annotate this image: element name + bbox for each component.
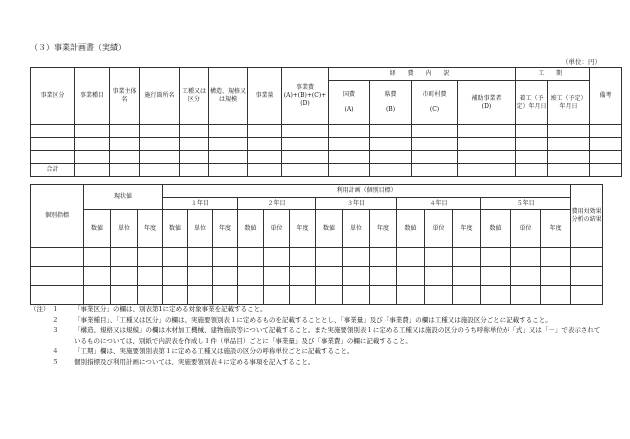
header-nendo: 年度: [541, 210, 571, 248]
header-year2: ２年目: [238, 198, 316, 210]
note-text: 「事業種目」、「工種又は区分」の欄は、実施要領別表１に定めるものを記載することとし、「事業量」及び「事業費」の欄は工種又は施設区分ごとに記載すること。: [74, 315, 552, 324]
header-kokuhi: [329, 81, 370, 125]
unit-label: （単位：円）: [562, 58, 601, 66]
table-row: [31, 138, 622, 151]
header-jigyohi-label: 事業費: [295, 84, 314, 92]
header-hojo-code: (D): [481, 102, 492, 110]
note-item: [30, 315, 605, 326]
header-riyo-keikaku: 利用計画（個別目標）: [163, 185, 571, 198]
table-row: [31, 248, 603, 267]
note-text: 「事業区分」の欄は、別表第1に定める対象事業を記載すること。: [74, 305, 267, 313]
header-suchi: 数値: [481, 210, 511, 248]
header-kobetsu-shihyo: 個別指標: [31, 185, 84, 248]
note-number: １: [52, 305, 59, 313]
header-jigyo-shutai: 事業主体名: [110, 68, 140, 125]
header-shunko: 竣工（予定）年月日: [548, 81, 590, 125]
table-row: [31, 286, 603, 305]
notes-section: [30, 304, 605, 367]
header-shichoson-label: 市町村費: [422, 90, 447, 98]
header-tani: 単位: [511, 210, 541, 248]
header-tani: 単位: [425, 210, 453, 248]
header-kokuhi-code: (A): [344, 106, 354, 114]
header-suchi: 数値: [238, 210, 264, 248]
header-suchi: 数値: [84, 210, 111, 248]
header-kenhi: [370, 81, 412, 125]
header-koki: 工 期: [516, 68, 590, 81]
header-jigyo-shumoku: 事業種目: [75, 68, 110, 125]
note-text: 「構造、規格又は規模」の欄は木材加工機械、建物施設等について記載すること。また実施要領別表１に定める工種又は施設の区分のうち呼称単位が「式」又は「－」で表示されているものについては、別紙で内訳表を作成し１件（単品目）ごとに「事業量」及び「事業費」の欄に記載すること。: [74, 326, 601, 345]
header-year5: ５年目: [481, 198, 571, 210]
header-koshu: 工種又は区分: [180, 68, 209, 125]
header-genjochi: 現状値: [84, 185, 163, 210]
header-jigyoryo: 事業量: [248, 68, 282, 125]
note-item: [30, 357, 605, 368]
header-shichoson-code: (C): [429, 106, 440, 114]
indicator-table: [30, 184, 603, 305]
note-number: ３: [52, 326, 59, 334]
table-row: [31, 151, 622, 164]
header-keihi-uchiwake: 経 費 内 訳: [329, 68, 516, 81]
header-shiko-kasho: 施行箇所名: [140, 68, 180, 125]
header-year4: ４年目: [397, 198, 481, 210]
table-row: [31, 267, 603, 286]
note-number: ４: [52, 347, 59, 355]
header-hiyo-taikoka: 費用対効果分析の結果: [571, 185, 603, 248]
header-nendo: 年度: [453, 210, 481, 248]
section-title: （３）事業計画書（実績）: [30, 43, 126, 52]
header-kenhi-label: 県費: [384, 90, 397, 98]
header-nendo: 年度: [138, 210, 163, 248]
header-hojo: [458, 81, 516, 125]
total-row: [31, 164, 622, 177]
note-text: 個別指標及び利用計画については、実施要領別表４に定める事項を記入すること。: [74, 357, 315, 366]
header-jigyohi: [282, 68, 329, 125]
header-jigyohi-formula: (A)+(B)+(C)+(D): [283, 92, 327, 107]
header-kozo: 構造、規格又は規模: [209, 68, 248, 125]
header-kokuhi-label: 国費: [342, 90, 355, 98]
table-row: [31, 125, 622, 138]
note-item: [30, 304, 605, 315]
header-year3: ３年目: [316, 198, 397, 210]
header-tani: 単位: [343, 210, 370, 248]
header-kenhi-code: (B): [385, 106, 396, 114]
project-plan-table: [30, 67, 622, 177]
header-nendo: 年度: [213, 210, 238, 248]
note-item: [30, 325, 605, 346]
header-biko: 備考: [590, 68, 622, 125]
header-year1: １年目: [163, 198, 238, 210]
note-text: 「工期」欄は、実施要領別表第１に定める工種又は施設の区分の呼称単位ごとに記載すること。: [74, 347, 354, 355]
header-nendo: 年度: [370, 210, 397, 248]
header-suchi: 数値: [397, 210, 425, 248]
notes-prefix: （注）: [30, 305, 50, 313]
header-tani: 単位: [188, 210, 213, 248]
total-label: 合計: [31, 164, 75, 177]
header-suchi: 数値: [163, 210, 188, 248]
note-item: [30, 346, 605, 357]
note-number: ５: [52, 357, 59, 366]
header-chakko: 着工（予定）年月日: [516, 81, 548, 125]
header-jigyo-kubun: 事業区分: [31, 68, 75, 125]
header-tani: 単位: [111, 210, 138, 248]
header-shichoson: [412, 81, 458, 125]
header-tani: 単位: [264, 210, 290, 248]
header-suchi: 数値: [316, 210, 343, 248]
header-hojo-label: 補助事業者: [471, 94, 502, 102]
note-number: ２: [52, 315, 59, 324]
header-nendo: 年度: [290, 210, 316, 248]
